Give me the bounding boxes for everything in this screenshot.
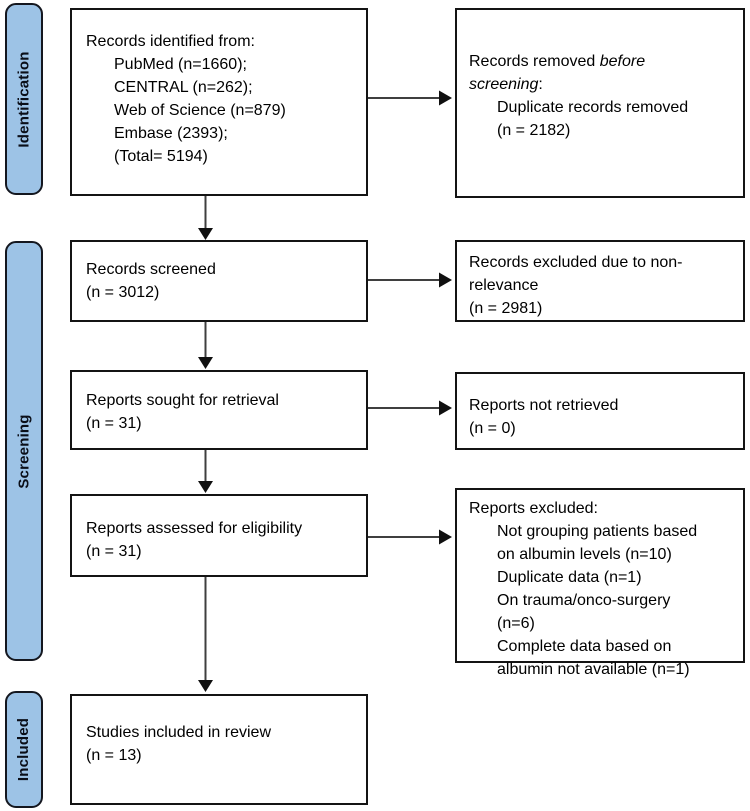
box-heading: Records identified from: <box>86 33 255 50</box>
stage-label-screening: Screening <box>15 413 33 489</box>
box-line: Records screened <box>86 261 216 278</box>
box-line: CENTRAL (n=262); <box>114 79 253 96</box>
box-line: Reports not retrieved <box>469 397 619 414</box>
box-line: Records excluded due to non- <box>469 254 683 271</box>
box-lines <box>86 389 358 435</box>
box-heading: Reports excluded: <box>469 500 598 517</box>
box-lines <box>469 520 737 681</box>
box-records-identified <box>70 8 368 196</box>
box-line: (n = 13) <box>86 747 142 764</box>
sidebar-stage-included <box>5 691 43 808</box>
box-line: Studies included in review <box>86 724 271 741</box>
arrow-assessed-to-included <box>198 577 213 692</box>
box-line: Not grouping patients based <box>497 523 698 540</box>
box-line: Embase (2393); <box>114 125 228 142</box>
box-lines <box>469 394 737 440</box>
box-lines <box>86 53 358 168</box>
box-line: (n = 2981) <box>469 300 543 317</box>
arrow-identified-to-screened <box>198 196 213 240</box>
box-line: (n = 3012) <box>86 284 160 301</box>
box-records-excluded <box>455 240 745 322</box>
box-line: on albumin levels (n=10) <box>497 546 672 563</box>
box-line: relevance <box>469 277 539 294</box>
box-records-removed <box>455 8 745 198</box>
box-studies-included <box>70 694 368 805</box>
sidebar-stage-screening <box>5 241 43 661</box>
box-line: PubMed (n=1660); <box>114 56 247 73</box>
sidebar-stage-identification <box>5 3 43 195</box>
box-heading-line-2 <box>469 73 737 96</box>
box-line: Reports assessed for eligibility <box>86 520 303 537</box>
arrow-screened-to-excluded <box>368 273 452 288</box>
box-line: Web of Science (n=879) <box>114 102 286 119</box>
box-line: Complete data based on <box>497 638 672 655</box>
box-lines <box>469 96 737 142</box>
box-line: (n = 0) <box>469 420 516 437</box>
box-line: Duplicate records removed <box>497 99 689 116</box>
box-heading-line-1 <box>469 50 737 73</box>
box-line: Reports sought for retrieval <box>86 392 279 409</box>
box-line: Duplicate data (n=1) <box>497 569 642 586</box>
box-lines <box>86 721 358 767</box>
stage-label-included: Included <box>15 717 33 782</box>
box-records-screened <box>70 240 368 322</box>
heading-text: Records removed <box>469 53 600 70</box>
box-line: albumin not available (n=1) <box>497 661 690 678</box>
box-reports-sought <box>70 370 368 450</box>
heading-text: : <box>538 76 543 93</box>
box-line: (Total= 5194) <box>114 148 208 165</box>
box-reports-assessed <box>70 494 368 577</box>
box-line: (n = 31) <box>86 543 142 560</box>
box-reports-not-retrieved <box>455 372 745 450</box>
box-lines <box>86 258 358 304</box>
arrow-sought-to-assessed <box>198 450 213 493</box>
arrow-sought-to-not-retrieved <box>368 401 452 416</box>
box-line: (n = 31) <box>86 415 142 432</box>
heading-italic: before <box>599 53 646 70</box>
box-line: On trauma/onco-surgery <box>497 592 671 609</box>
arrow-assessed-to-reports-excluded <box>368 530 452 545</box>
box-lines <box>86 517 358 563</box>
stage-label-identification: Identification <box>15 50 33 148</box>
arrow-screened-to-sought <box>198 322 213 369</box>
heading-italic: screening <box>469 76 539 93</box>
box-line: (n=6) <box>497 615 535 632</box>
arrow-identified-to-removed <box>368 91 452 106</box>
box-reports-excluded <box>455 488 745 678</box>
box-lines <box>469 251 737 320</box>
box-line: (n = 2182) <box>497 122 571 139</box>
